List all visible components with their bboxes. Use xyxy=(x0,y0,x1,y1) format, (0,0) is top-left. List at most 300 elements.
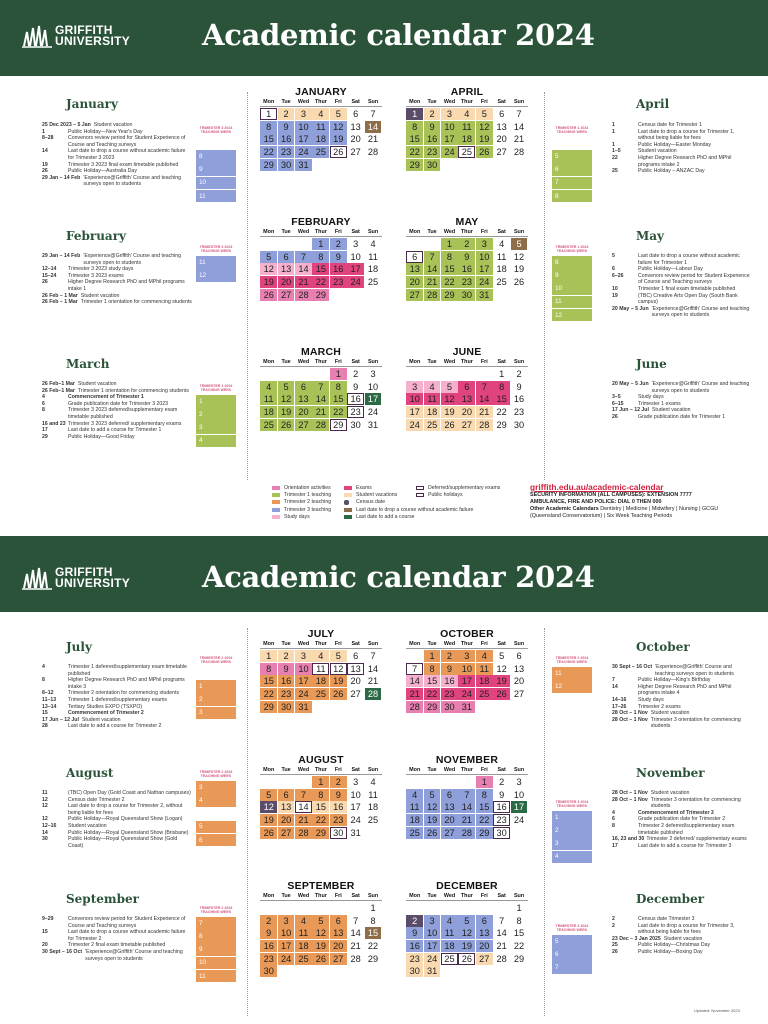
day-cell[interactable]: 16 xyxy=(278,675,295,687)
day-cell[interactable]: 22 xyxy=(260,688,277,700)
day-cell[interactable]: 15 xyxy=(441,263,458,275)
day-cell[interactable]: 15 xyxy=(365,927,382,939)
day-cell[interactable]: 24 xyxy=(406,419,423,431)
day-cell[interactable]: 16 xyxy=(406,940,423,952)
day-cell[interactable]: 5 xyxy=(458,915,475,927)
day-cell[interactable]: 27 xyxy=(513,689,525,700)
day-cell[interactable]: 20 xyxy=(513,676,525,687)
day-cell[interactable]: 1 xyxy=(370,903,376,914)
day-cell[interactable]: 2 xyxy=(499,777,505,788)
day-cell[interactable]: 17 xyxy=(458,675,475,687)
day-cell[interactable]: 26 xyxy=(493,688,510,700)
day-cell[interactable]: 2 xyxy=(278,108,295,120)
day-cell[interactable]: 7 xyxy=(406,663,423,675)
day-cell[interactable]: 17 xyxy=(511,801,528,813)
day-cell[interactable]: 2 xyxy=(330,776,347,788)
day-cell[interactable]: 24 xyxy=(350,815,361,826)
day-cell[interactable]: 23 xyxy=(330,814,347,826)
day-cell[interactable]: 6 xyxy=(278,251,295,263)
day-cell[interactable]: 6 xyxy=(278,789,295,801)
day-cell[interactable]: 21 xyxy=(406,688,423,700)
day-cell[interactable]: 10 xyxy=(476,251,493,263)
day-cell[interactable]: 2 xyxy=(260,915,277,927)
day-cell[interactable]: 28 xyxy=(513,147,525,158)
day-cell[interactable]: 3 xyxy=(476,238,493,250)
day-cell[interactable]: 29 xyxy=(312,827,329,839)
day-cell[interactable]: 28 xyxy=(496,953,507,964)
day-cell[interactable]: 13 xyxy=(278,263,295,275)
day-cell[interactable]: 14 xyxy=(295,801,312,813)
day-cell[interactable]: 14 xyxy=(295,263,312,275)
day-cell[interactable]: 27 xyxy=(406,289,423,301)
day-cell[interactable]: 15 xyxy=(406,133,423,145)
day-cell[interactable]: 10 xyxy=(295,663,312,675)
day-cell[interactable]: 8 xyxy=(260,121,277,133)
day-cell[interactable]: 27 xyxy=(496,147,507,158)
day-cell[interactable]: 22 xyxy=(476,814,493,826)
day-cell[interactable]: 11 xyxy=(476,663,493,675)
day-cell[interactable]: 20 xyxy=(350,134,361,145)
day-cell[interactable]: 11 xyxy=(406,801,423,813)
day-cell[interactable]: 12 xyxy=(424,801,441,813)
day-cell[interactable]: 6 xyxy=(458,381,475,393)
day-cell[interactable]: 9 xyxy=(330,251,347,263)
day-cell[interactable]: 13 xyxy=(513,663,525,674)
day-cell[interactable]: 2 xyxy=(406,915,423,927)
day-cell[interactable]: 24 xyxy=(513,815,525,826)
day-cell[interactable]: 21 xyxy=(424,276,441,288)
day-cell[interactable]: 25 xyxy=(312,688,329,700)
day-cell[interactable]: 28 xyxy=(365,688,382,700)
day-cell[interactable]: 30 xyxy=(458,289,475,301)
day-cell[interactable]: 25 xyxy=(367,277,379,288)
day-cell[interactable]: 12 xyxy=(312,927,329,939)
day-cell[interactable]: 10 xyxy=(406,393,423,405)
day-cell[interactable]: 9 xyxy=(458,251,475,263)
day-cell[interactable]: 3 xyxy=(458,650,475,662)
day-cell[interactable]: 3 xyxy=(295,108,312,120)
day-cell[interactable]: 24 xyxy=(278,953,295,965)
day-cell[interactable]: 26 xyxy=(260,289,277,301)
day-cell[interactable]: 23 xyxy=(441,688,458,700)
day-cell[interactable]: 11 xyxy=(312,663,329,675)
day-cell[interactable]: 31 xyxy=(350,827,361,838)
day-cell[interactable]: 6 xyxy=(499,109,505,120)
day-cell[interactable]: 4 xyxy=(441,915,458,927)
day-cell[interactable]: 18 xyxy=(476,675,493,687)
day-cell[interactable]: 10 xyxy=(350,789,361,800)
day-cell[interactable]: 6 xyxy=(353,109,359,120)
day-cell[interactable]: 17 xyxy=(350,802,361,813)
day-cell[interactable]: 31 xyxy=(295,701,312,713)
day-cell[interactable]: 27 xyxy=(458,419,475,431)
day-cell[interactable]: 8 xyxy=(406,121,423,133)
day-cell[interactable]: 28 xyxy=(312,419,329,431)
day-cell[interactable]: 8 xyxy=(260,663,277,675)
day-cell[interactable]: 22 xyxy=(330,406,347,418)
day-cell[interactable]: 16 xyxy=(493,801,510,813)
day-cell[interactable]: 16 xyxy=(424,133,441,145)
day-cell[interactable]: 9 xyxy=(260,927,277,939)
day-cell[interactable]: 20 xyxy=(330,940,347,952)
day-cell[interactable]: 25 xyxy=(312,146,329,158)
day-cell[interactable]: 11 xyxy=(441,927,458,939)
day-cell[interactable]: 19 xyxy=(513,264,525,275)
day-cell[interactable]: 16 xyxy=(260,940,277,952)
day-cell[interactable]: 18 xyxy=(312,133,329,145)
day-cell[interactable]: 16 xyxy=(347,393,364,405)
day-cell[interactable]: 25 xyxy=(367,815,379,826)
day-cell[interactable]: 23 xyxy=(513,407,525,418)
day-cell[interactable]: 18 xyxy=(458,133,475,145)
day-cell[interactable]: 19 xyxy=(260,814,277,826)
day-cell[interactable]: 30 xyxy=(260,965,277,977)
day-cell[interactable]: 4 xyxy=(476,650,493,662)
day-cell[interactable]: 9 xyxy=(499,789,505,800)
day-cell[interactable]: 11 xyxy=(458,121,475,133)
day-cell[interactable]: 1 xyxy=(260,650,277,662)
day-cell[interactable]: 11 xyxy=(368,251,378,262)
day-cell[interactable]: 13 xyxy=(278,801,295,813)
day-cell[interactable]: 15 xyxy=(312,263,329,275)
day-cell[interactable]: 14 xyxy=(367,663,379,674)
day-cell[interactable]: 1 xyxy=(260,108,277,120)
day-cell[interactable]: 1 xyxy=(406,108,423,120)
day-cell[interactable]: 19 xyxy=(330,133,347,145)
calendar-link[interactable]: griffith.edu.au/academic-calendar xyxy=(530,482,664,492)
day-cell[interactable]: 15 xyxy=(260,133,277,145)
day-cell[interactable]: 19 xyxy=(476,133,493,145)
day-cell[interactable]: 31 xyxy=(367,419,379,430)
day-cell[interactable]: 9 xyxy=(278,121,295,133)
day-cell[interactable]: 25 xyxy=(476,688,493,700)
day-cell[interactable]: 1 xyxy=(441,238,458,250)
day-cell[interactable]: 28 xyxy=(295,827,312,839)
day-cell[interactable]: 7 xyxy=(516,109,522,120)
day-cell[interactable]: 30 xyxy=(441,701,458,713)
day-cell[interactable]: 23 xyxy=(406,953,423,965)
day-cell[interactable]: 2 xyxy=(353,369,359,380)
day-cell[interactable]: 1 xyxy=(499,369,505,380)
day-cell[interactable]: 21 xyxy=(458,814,475,826)
day-cell[interactable]: 27 xyxy=(295,419,312,431)
day-cell[interactable]: 30 xyxy=(424,159,441,171)
day-cell[interactable]: 7 xyxy=(499,915,505,926)
day-cell[interactable]: 17 xyxy=(278,940,295,952)
day-cell[interactable]: 21 xyxy=(513,134,525,145)
day-cell[interactable]: 13 xyxy=(350,121,361,132)
day-cell[interactable]: 26 xyxy=(476,146,493,158)
day-cell[interactable]: 11 xyxy=(312,121,329,133)
day-cell[interactable]: 7 xyxy=(353,915,359,926)
day-cell[interactable]: 10 xyxy=(295,121,312,133)
day-cell[interactable]: 17 xyxy=(476,263,493,275)
day-cell[interactable]: 17 xyxy=(295,675,312,687)
day-cell[interactable]: 10 xyxy=(424,927,441,939)
day-cell[interactable]: 21 xyxy=(476,406,493,418)
day-cell[interactable]: 7 xyxy=(424,251,441,263)
day-cell[interactable]: 3 xyxy=(278,915,295,927)
day-cell[interactable]: 8 xyxy=(493,381,510,393)
day-cell[interactable]: 11 xyxy=(368,789,378,800)
day-cell[interactable]: 1 xyxy=(516,903,522,914)
day-cell[interactable]: 21 xyxy=(350,941,361,952)
day-cell[interactable]: 20 xyxy=(406,276,423,288)
day-cell[interactable]: 5 xyxy=(330,108,347,120)
day-cell[interactable]: 30 xyxy=(350,419,361,430)
day-cell[interactable]: 9 xyxy=(353,381,359,392)
day-cell[interactable]: 11 xyxy=(260,393,277,405)
day-cell[interactable]: 5 xyxy=(260,251,277,263)
day-cell[interactable]: 8 xyxy=(476,789,493,801)
day-cell[interactable]: 1 xyxy=(424,650,441,662)
day-cell[interactable]: 7 xyxy=(295,251,312,263)
day-cell[interactable]: 22 xyxy=(367,941,379,952)
day-cell[interactable]: 5 xyxy=(312,915,329,927)
day-cell[interactable]: 1 xyxy=(312,776,329,788)
day-cell[interactable]: 5 xyxy=(511,238,528,250)
day-cell[interactable]: 23 xyxy=(458,276,475,288)
day-cell[interactable]: 12 xyxy=(278,393,295,405)
day-cell[interactable]: 17 xyxy=(424,940,441,952)
day-cell[interactable]: 30 xyxy=(330,827,347,839)
day-cell[interactable]: 8 xyxy=(312,251,329,263)
day-cell[interactable]: 9 xyxy=(330,789,347,801)
day-cell[interactable]: 1 xyxy=(476,776,493,788)
day-cell[interactable]: 14 xyxy=(365,121,382,133)
day-cell[interactable]: 4 xyxy=(260,381,277,393)
day-cell[interactable]: 27 xyxy=(476,953,493,965)
day-cell[interactable]: 3 xyxy=(406,381,423,393)
day-cell[interactable]: 7 xyxy=(370,651,376,662)
day-cell[interactable]: 6 xyxy=(441,789,458,801)
day-cell[interactable]: 30 xyxy=(513,419,525,430)
day-cell[interactable]: 9 xyxy=(516,381,522,392)
day-cell[interactable]: 25 xyxy=(295,953,312,965)
day-cell[interactable]: 23 xyxy=(278,146,295,158)
day-cell[interactable]: 5 xyxy=(441,381,458,393)
day-cell[interactable]: 22 xyxy=(496,407,507,418)
day-cell[interactable]: 10 xyxy=(513,789,525,800)
day-cell[interactable]: 20 xyxy=(458,406,475,418)
day-cell[interactable]: 24 xyxy=(424,953,441,965)
day-cell[interactable]: 17 xyxy=(406,406,423,418)
day-cell[interactable]: 11 xyxy=(496,251,507,262)
day-cell[interactable]: 19 xyxy=(424,814,441,826)
day-cell[interactable]: 8 xyxy=(370,915,376,926)
day-cell[interactable]: 18 xyxy=(441,940,458,952)
day-cell[interactable]: 25 xyxy=(441,953,458,965)
day-cell[interactable]: 2 xyxy=(424,108,441,120)
day-cell[interactable]: 24 xyxy=(458,688,475,700)
day-cell[interactable]: 25 xyxy=(458,146,475,158)
day-cell[interactable]: 7 xyxy=(370,109,376,120)
day-cell[interactable]: 26 xyxy=(330,688,347,700)
day-cell[interactable]: 14 xyxy=(406,675,423,687)
day-cell[interactable]: 12 xyxy=(330,121,347,133)
day-cell[interactable]: 2 xyxy=(441,650,458,662)
day-cell[interactable]: 30 xyxy=(278,159,295,171)
day-cell[interactable]: 7 xyxy=(476,381,493,393)
day-cell[interactable]: 5 xyxy=(278,381,295,393)
day-cell[interactable]: 14 xyxy=(350,928,361,939)
day-cell[interactable]: 25 xyxy=(496,277,507,288)
day-cell[interactable]: 12 xyxy=(513,251,525,262)
day-cell[interactable]: 22 xyxy=(312,276,329,288)
day-cell[interactable]: 2 xyxy=(516,369,522,380)
day-cell[interactable]: 29 xyxy=(312,289,329,301)
day-cell[interactable]: 2 xyxy=(330,238,347,250)
day-cell[interactable]: 26 xyxy=(513,277,525,288)
day-cell[interactable]: 8 xyxy=(330,381,347,393)
day-cell[interactable]: 28 xyxy=(367,147,379,158)
day-cell[interactable]: 10 xyxy=(278,927,295,939)
day-cell[interactable]: 10 xyxy=(441,121,458,133)
day-cell[interactable]: 15 xyxy=(330,393,347,405)
day-cell[interactable]: 17 xyxy=(295,133,312,145)
day-cell[interactable]: 6 xyxy=(406,251,423,263)
day-cell[interactable]: 26 xyxy=(260,827,277,839)
day-cell[interactable]: 16 xyxy=(330,263,347,275)
day-cell[interactable]: 15 xyxy=(493,393,510,405)
day-cell[interactable]: 4 xyxy=(370,239,376,250)
day-cell[interactable]: 12 xyxy=(496,663,507,674)
day-cell[interactable]: 5 xyxy=(499,651,505,662)
day-cell[interactable]: 26 xyxy=(458,953,475,965)
day-cell[interactable]: 12 xyxy=(458,927,475,939)
day-cell[interactable]: 29 xyxy=(330,419,347,431)
day-cell[interactable]: 12 xyxy=(260,263,277,275)
day-cell[interactable]: 18 xyxy=(424,406,441,418)
day-cell[interactable]: 22 xyxy=(513,941,525,952)
day-cell[interactable]: 26 xyxy=(441,419,458,431)
day-cell[interactable]: 29 xyxy=(424,701,441,713)
day-cell[interactable]: 18 xyxy=(496,264,507,275)
day-cell[interactable]: 12 xyxy=(476,121,493,133)
day-cell[interactable]: 29 xyxy=(367,953,379,964)
day-cell[interactable]: 27 xyxy=(330,953,347,965)
day-cell[interactable]: 2 xyxy=(458,238,475,250)
day-cell[interactable]: 6 xyxy=(476,915,493,927)
day-cell[interactable]: 17 xyxy=(441,133,458,145)
day-cell[interactable]: 12 xyxy=(330,663,347,675)
day-cell[interactable]: 6 xyxy=(295,381,312,393)
day-cell[interactable]: 4 xyxy=(295,915,312,927)
day-cell[interactable]: 27 xyxy=(350,147,361,158)
day-cell[interactable]: 22 xyxy=(441,276,458,288)
day-cell[interactable]: 24 xyxy=(367,407,379,418)
day-cell[interactable]: 4 xyxy=(458,108,475,120)
day-cell[interactable]: 18 xyxy=(260,406,277,418)
day-cell[interactable]: 13 xyxy=(458,393,475,405)
day-cell[interactable]: 9 xyxy=(441,663,458,675)
day-cell[interactable]: 24 xyxy=(347,276,364,288)
day-cell[interactable]: 18 xyxy=(367,802,379,813)
day-cell[interactable]: 3 xyxy=(295,650,312,662)
day-cell[interactable]: 19 xyxy=(441,406,458,418)
day-cell[interactable]: 14 xyxy=(312,393,329,405)
day-cell[interactable]: 27 xyxy=(278,827,295,839)
day-cell[interactable]: 29 xyxy=(406,159,423,171)
day-cell[interactable]: 28 xyxy=(406,701,423,713)
day-cell[interactable]: 19 xyxy=(493,675,510,687)
day-cell[interactable]: 24 xyxy=(295,688,312,700)
day-cell[interactable]: 29 xyxy=(496,419,507,430)
day-cell[interactable]: 23 xyxy=(424,146,441,158)
day-cell[interactable]: 16 xyxy=(458,263,475,275)
day-cell[interactable]: 17 xyxy=(347,263,364,275)
day-cell[interactable]: 18 xyxy=(295,940,312,952)
day-cell[interactable]: 13 xyxy=(496,121,507,132)
day-cell[interactable]: 27 xyxy=(278,289,295,301)
day-cell[interactable]: 7 xyxy=(312,381,329,393)
day-cell[interactable]: 5 xyxy=(330,650,347,662)
day-cell[interactable]: 17 xyxy=(365,393,382,405)
day-cell[interactable]: 26 xyxy=(312,953,329,965)
day-cell[interactable]: 14 xyxy=(424,263,441,275)
day-cell[interactable]: 12 xyxy=(260,801,277,813)
day-cell[interactable]: 8 xyxy=(441,251,458,263)
day-cell[interactable]: 31 xyxy=(295,159,312,171)
day-cell[interactable]: 25 xyxy=(260,419,277,431)
day-cell[interactable]: 8 xyxy=(516,915,522,926)
day-cell[interactable]: 19 xyxy=(458,940,475,952)
day-cell[interactable]: 24 xyxy=(295,146,312,158)
day-cell[interactable]: 13 xyxy=(295,393,312,405)
day-cell[interactable]: 4 xyxy=(499,239,505,250)
day-cell[interactable]: 8 xyxy=(312,789,329,801)
day-cell[interactable]: 11 xyxy=(424,393,441,405)
day-cell[interactable]: 20 xyxy=(496,134,507,145)
day-cell[interactable]: 22 xyxy=(424,688,441,700)
day-cell[interactable]: 18 xyxy=(312,675,329,687)
day-cell[interactable]: 4 xyxy=(424,381,441,393)
day-cell[interactable]: 29 xyxy=(260,701,277,713)
day-cell[interactable]: 3 xyxy=(424,915,441,927)
day-cell[interactable]: 31 xyxy=(476,289,493,301)
day-cell[interactable]: 24 xyxy=(476,276,493,288)
day-cell[interactable]: 15 xyxy=(424,675,441,687)
day-cell[interactable]: 14 xyxy=(476,393,493,405)
day-cell[interactable]: 23 xyxy=(347,406,364,418)
day-cell[interactable]: 3 xyxy=(370,369,376,380)
day-cell[interactable]: 26 xyxy=(424,827,441,839)
day-cell[interactable]: 11 xyxy=(295,927,312,939)
day-cell[interactable]: 21 xyxy=(295,814,312,826)
day-cell[interactable]: 22 xyxy=(312,814,329,826)
day-cell[interactable]: 19 xyxy=(312,940,329,952)
day-cell[interactable]: 9 xyxy=(406,927,423,939)
day-cell[interactable]: 29 xyxy=(441,289,458,301)
day-cell[interactable]: 16 xyxy=(330,801,347,813)
day-cell[interactable]: 23 xyxy=(330,276,347,288)
day-cell[interactable]: 13 xyxy=(441,801,458,813)
day-cell[interactable]: 16 xyxy=(513,394,525,405)
day-cell[interactable]: 9 xyxy=(278,663,295,675)
day-cell[interactable]: 4 xyxy=(312,650,329,662)
day-cell[interactable]: 27 xyxy=(350,689,361,700)
day-cell[interactable]: 15 xyxy=(476,801,493,813)
day-cell[interactable]: 7 xyxy=(458,789,475,801)
day-cell[interactable]: 21 xyxy=(295,276,312,288)
day-cell[interactable]: 7 xyxy=(295,789,312,801)
day-cell[interactable]: 24 xyxy=(441,146,458,158)
day-cell[interactable]: 22 xyxy=(260,146,277,158)
day-cell[interactable]: 28 xyxy=(295,289,312,301)
day-cell[interactable]: 30 xyxy=(278,701,295,713)
day-cell[interactable]: 14 xyxy=(513,121,525,132)
day-cell[interactable]: 31 xyxy=(458,701,475,713)
